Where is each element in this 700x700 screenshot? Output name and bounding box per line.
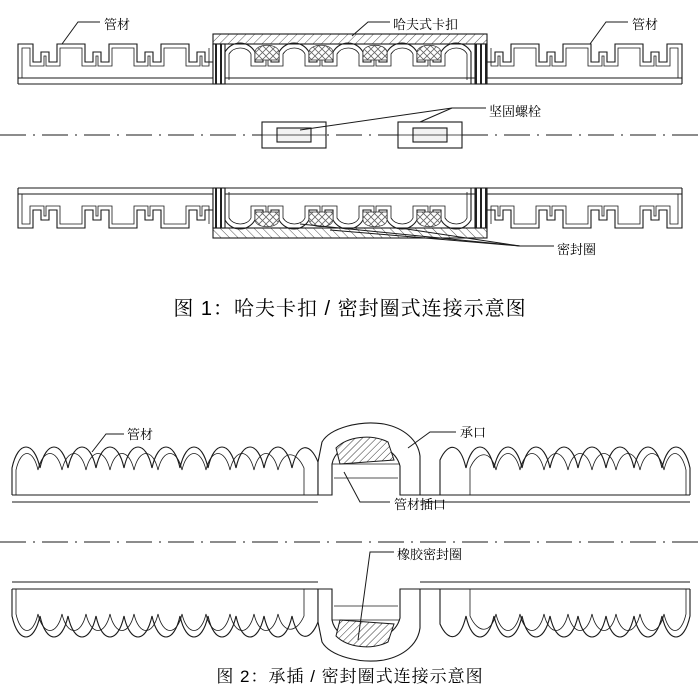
- figure-1-caption: 图 1：哈夫卡扣 / 密封圈式连接示意图: [173, 298, 527, 320]
- label-fastening-bolt: 坚固螺栓: [489, 104, 542, 119]
- figure-1-drawing: [0, 0, 700, 280]
- label-pipe: 管材: [127, 427, 154, 442]
- label-sealing-ring: 密封圈: [557, 242, 597, 257]
- label-rubber-sealing-ring: 橡胶密封圈: [397, 547, 463, 562]
- label-pipe-left: 管材: [104, 17, 131, 32]
- label-half-clamp: 哈夫式卡扣: [393, 17, 459, 32]
- label-pipe-right: 管材: [632, 17, 659, 32]
- label-pipe-spigot: 管材插口: [394, 497, 447, 512]
- figure-2-caption: 图 2：承插 / 密封圈式连接示意图: [216, 667, 484, 686]
- label-socket: 承口: [460, 425, 487, 440]
- figure-2-drawing: [0, 390, 700, 690]
